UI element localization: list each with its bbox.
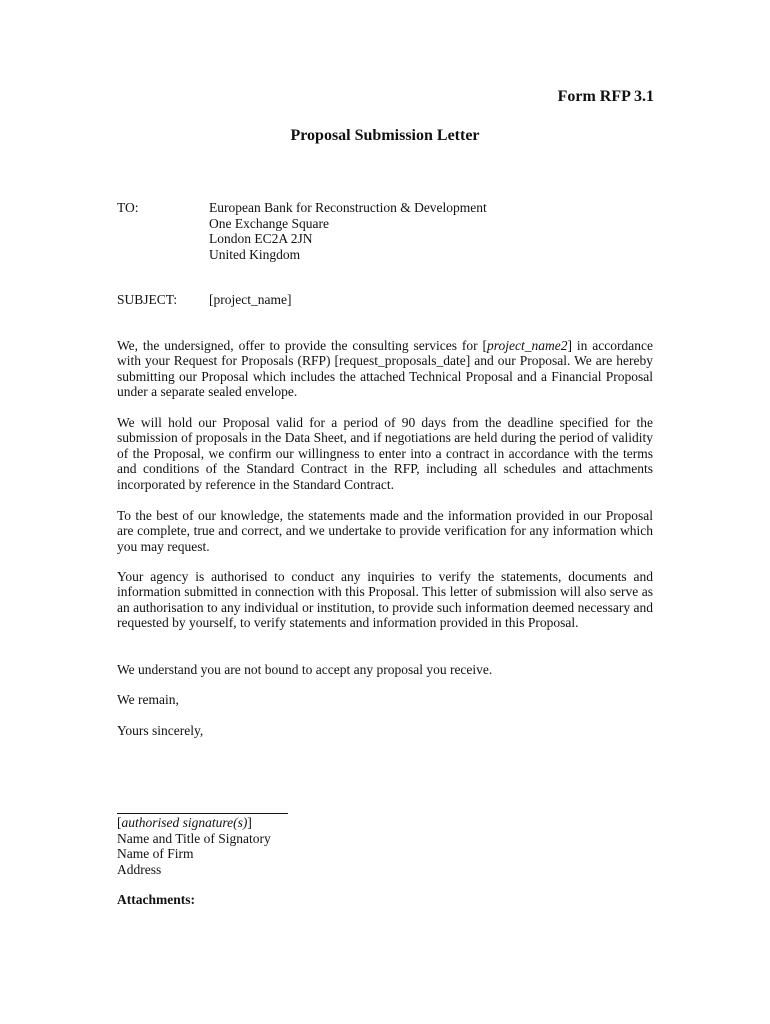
addressee-line: London EC2A 2JN <box>209 231 313 246</box>
paragraph-offer <box>117 338 653 400</box>
subject-value: [project_name] <box>209 292 292 307</box>
addressee-line: European Bank for Reconstruction & Development <box>209 200 487 215</box>
to-label: TO: <box>117 200 139 215</box>
attachments-label: Attachments: <box>117 892 195 907</box>
paragraph-authorisation: Your agency is authorised to conduct any inquiries to verify the statements, documents and information submitted in connection with this Proposal. This letter of submission will also serve as an authorisation to any individual or institution, to provide such information deemed necessary and requested by yourself, to verify statements and information provided in this Proposal. <box>117 569 653 631</box>
offer-text-end: ] in accordance with your Request for Proposals (RFP) [request_proposals_date] and our Proposal. We are hereby submitting our Proposal which includes the attached Technical Proposal and a Financial Proposal under a separate sealed envelope. <box>117 338 654 400</box>
paragraph-accuracy: To the best of our knowledge, the statements made and the information provided in our Proposal are complete, true and correct, and we undertake to provide verification for any information which you may request. <box>117 508 653 554</box>
closing-we-remain: We remain, <box>117 692 179 707</box>
closing-yours-sincerely: Yours sincerely, <box>117 723 204 738</box>
page-title: Proposal Submission Letter <box>290 127 480 144</box>
project-name-placeholder: project_name2 <box>487 338 568 353</box>
subject-label: SUBJECT: <box>117 292 178 307</box>
signature-block <box>117 815 271 877</box>
signatory-name-title: Name and Title of Signatory <box>117 830 271 846</box>
signature-line <box>117 813 288 814</box>
firm-name: Name of Firm <box>117 846 194 861</box>
addressee-block <box>209 200 487 262</box>
form-number: Form RFP 3.1 <box>557 88 654 105</box>
signature-placeholder: [authorised signature(s)] <box>117 815 252 830</box>
addressee-line: United Kingdom <box>209 246 301 262</box>
paragraph-validity: We will hold our Proposal valid for a period of 90 days from the deadline specified for the submission of proposals in the Data Sheet, and if negotiations are held during the period of validity of the Proposal, we confirm our willingness to enter into a contract in accordance with the terms and conditions of the Standard Contract in the RFP, including all schedules and attachments incorporated by reference in the Standard Contract. <box>117 415 653 492</box>
offer-text-start: We, the undersigned, offer to provide the consulting services for [ <box>117 338 488 353</box>
firm-address: Address <box>117 861 162 877</box>
paragraph-not-bound: We understand you are not bound to accept any proposal you receive. <box>117 662 493 677</box>
addressee-line: One Exchange Square <box>209 215 329 231</box>
